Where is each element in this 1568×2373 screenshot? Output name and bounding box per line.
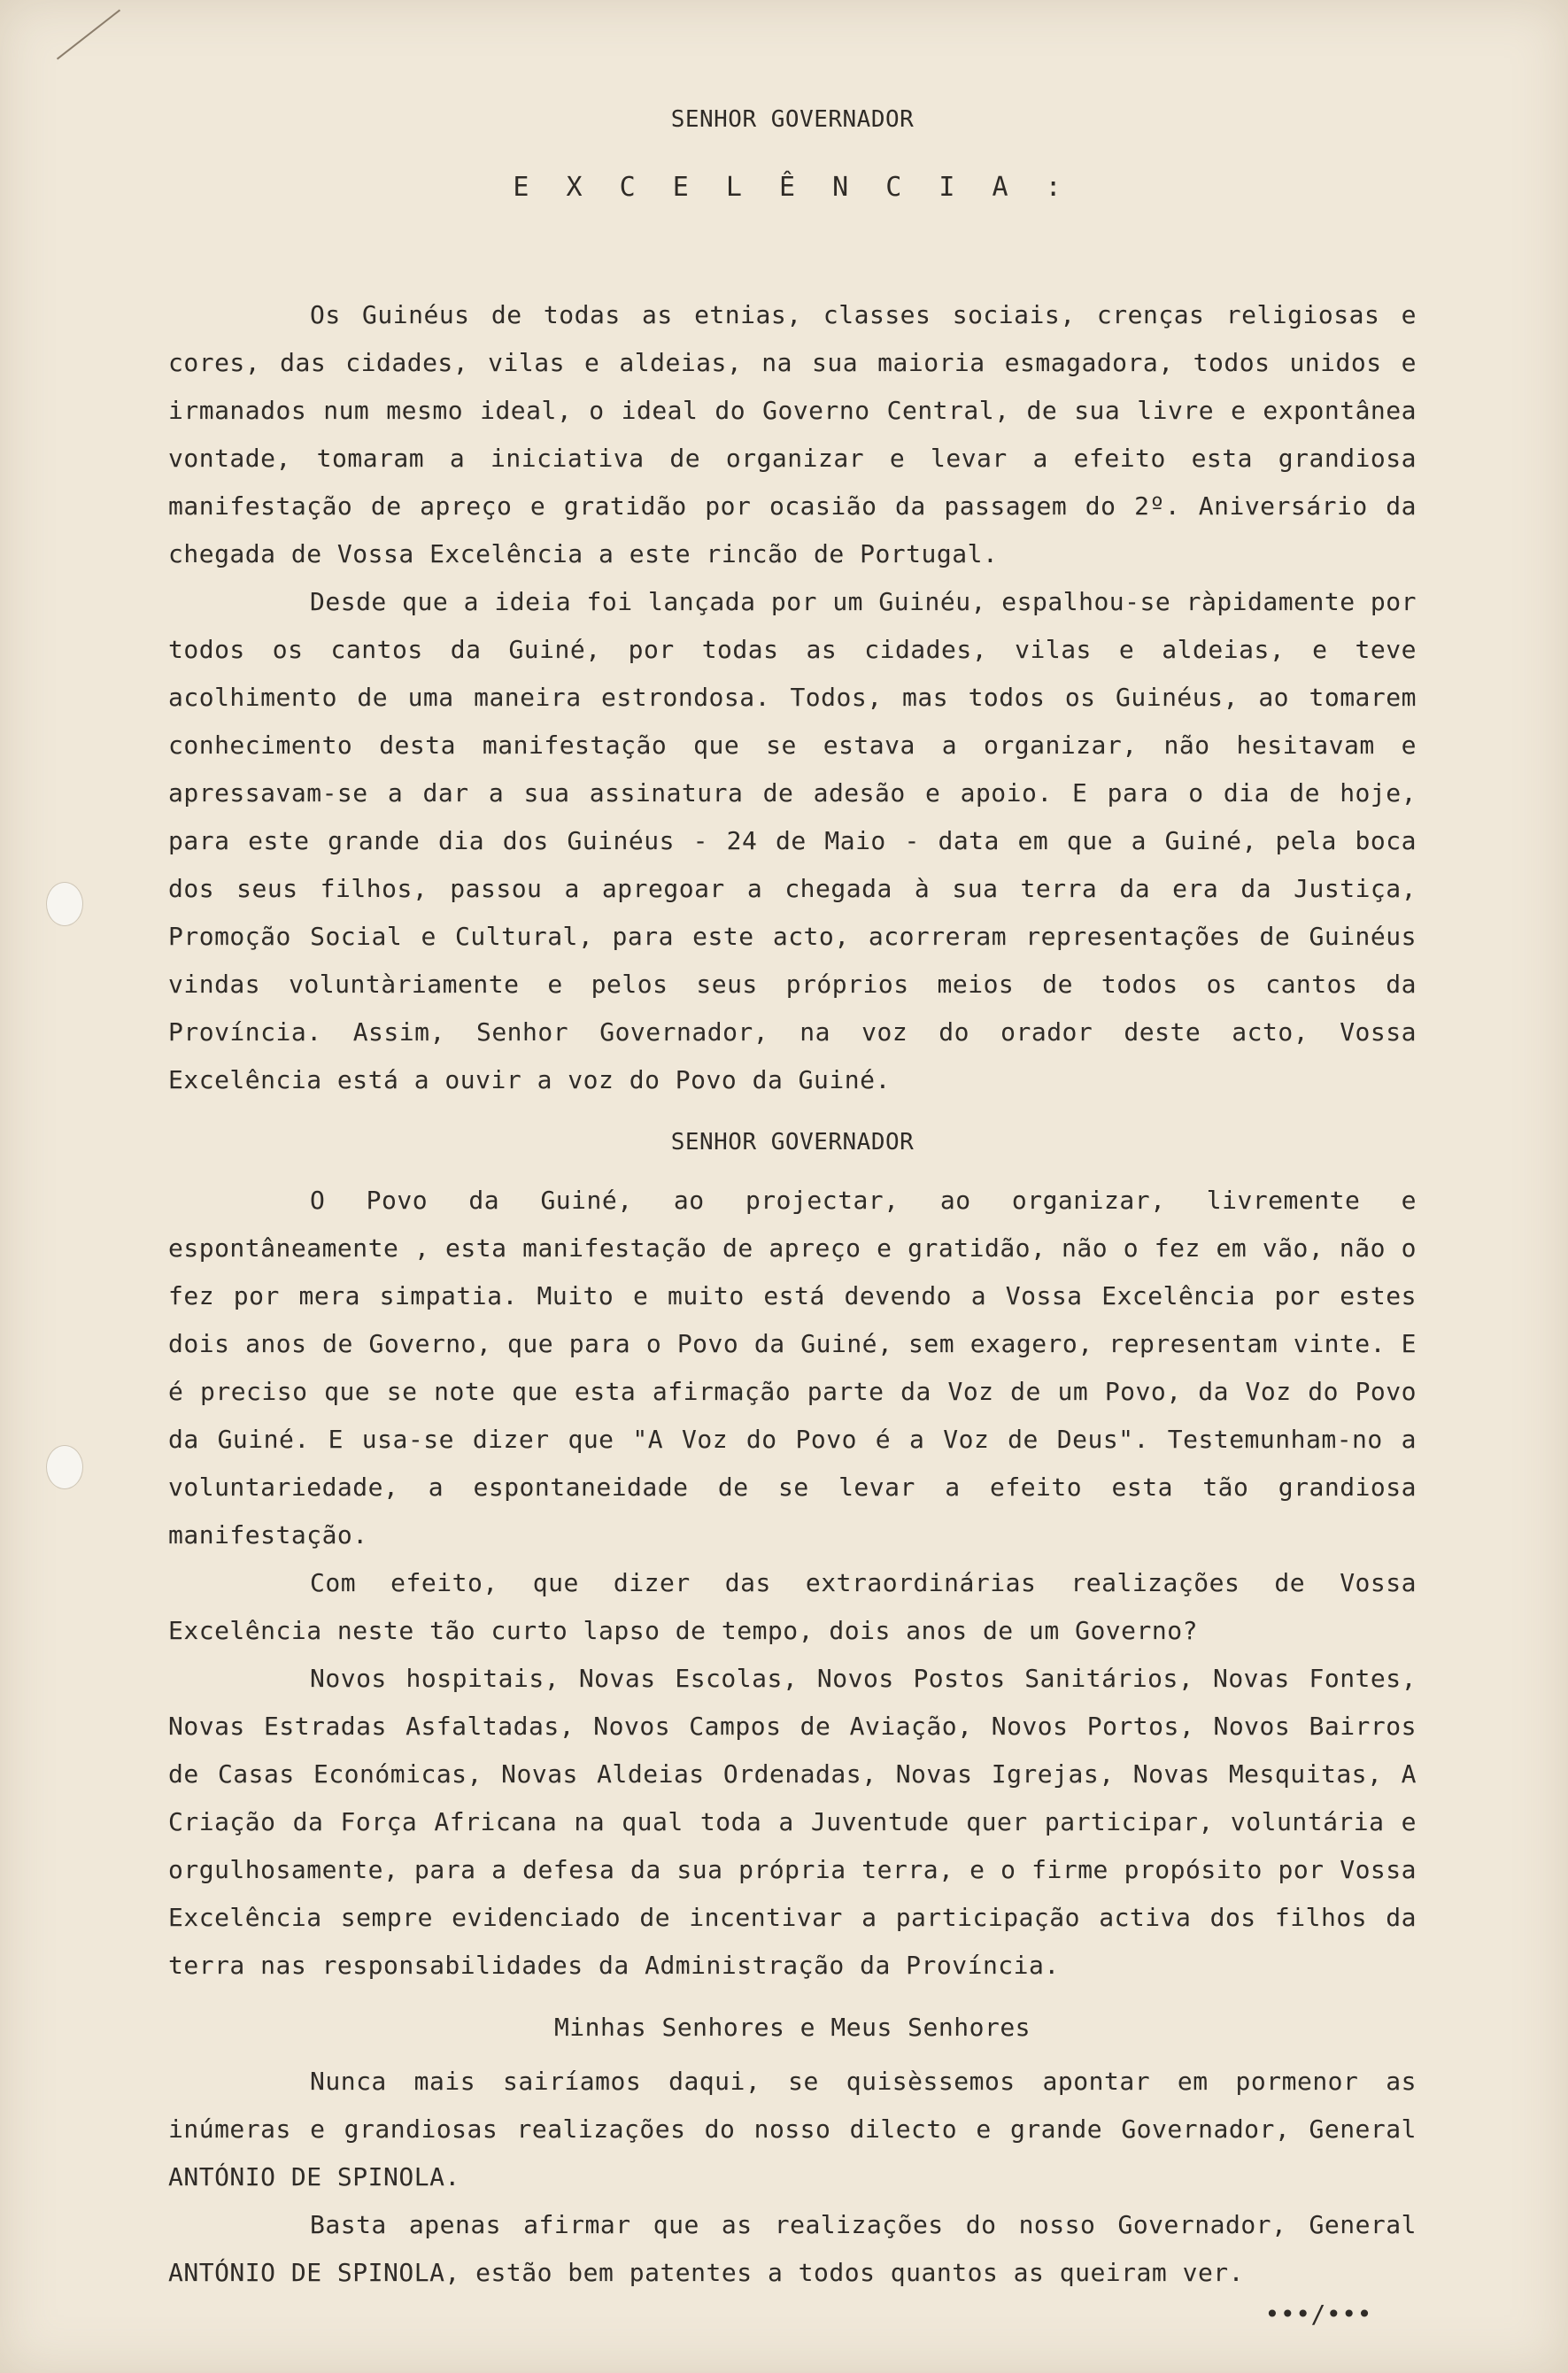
heading-excellency: E X C E L Ê N C I A :: [513, 172, 1072, 203]
paragraph: Com efeito, que dizer das extraordinárias realizações de Vossa Excelência neste tão curto lapso de tempo, dois anos de um Governo?: [168, 1568, 1417, 1645]
pencil-mark: [57, 10, 120, 60]
document-body: [168, 97, 1417, 2357]
paragraph: Os Guinéus de todas as etnias, classes sociais, crenças religiosas e cores, das cidades, vilas e aldeias, na sua maioria esmagadora, todos unidos e irmanados num mesmo ideal, o ideal do Governo Central, de sua livre e expontânea vontade, tomaram a iniciativa de organizar e levar a efeito esta grandiosa manifestação de apreço e gratidão por ocasião da passagem do 2º. Aniversário da chegada de Vossa Excelência a este rincão de Portugal.: [168, 300, 1417, 568]
paragraph: Basta apenas afirmar que as realizações do nosso Governador, General ANTÓNIO DE SPINOLA, estão bem patentes a todos quantos as queiram ver.: [168, 2210, 1417, 2287]
punch-hole: [46, 1445, 83, 1489]
continued-marker: •••/•••: [1264, 2300, 1372, 2329]
paragraph: O Povo da Guiné, ao projectar, ao organizar, livremente e espontâneamente , esta manifestação de apreço e gratidão, não o fez em vão, não o fez por mera simpatia. Muito e muito está devendo a Vossa Excelência por estes dois anos de Governo, que para o Povo da Guiné, sem exagero, representam vinte. E é preciso que se note que esta afirmação parte da Voz de um Povo, da Voz do Povo da Guiné. E usa-se dizer que "A Voz do Povo é a Voz de Deus". Testemunham-no a voluntariedade, a espontaneidade de se levar a efeito esta tão grandiosa manifestação.: [168, 1186, 1417, 1550]
paragraph: Nunca mais sairíamos daqui, se quisèssemos apontar em pormenor as inúmeras e grandiosas realizações do nosso dilecto e grande Governador, General ANTÓNIO DE SPINOLA.: [168, 2067, 1417, 2191]
paragraph: Desde que a ideia foi lançada por um Guinéu, espalhou-se ràpidamente por todos os cantos da Guiné, por todas as cidades, vilas e aldeias, e teve acolhimento de uma maneira estrondosa. Todos, mas todos os Guinéus, ao tomarem conhecimento desta manifestação que se estava a organizar, não hesitavam e apressavam-se a dar a sua assinatura de adesão e apoio. E para o dia de hoje, para este grande dia dos Guinéus - 24 de Maio - data em que a Guiné, pela boca dos seus filhos, passou a apregoar a chegada à sua terra da era da Justiça, Promoção Social e Cultural, para este acto, acorreram representações de Guinéus vindas voluntàriamente e pelos seus próprios meios de todos os cantos da Província. Assim, Senhor Governador, na voz do orador deste acto, Vossa Excelência está a ouvir a voz do Povo da Guiné.: [168, 587, 1417, 1094]
heading-governor-2: SENHOR GOVERNADOR: [670, 1129, 915, 1156]
punch-hole: [46, 882, 83, 926]
heading-audience: Minhas Senhores e Meus Senhores: [553, 2013, 1031, 2042]
heading-governor: SENHOR GOVERNADOR: [670, 106, 915, 133]
paragraph: Novos hospitais, Novas Escolas, Novos Postos Sanitários, Novas Fontes, Novas Estradas Asfaltadas, Novos Campos de Aviação, Novos Portos, Novos Bairros de Casas Económicas, Novas Aldeias Ordenadas, Novas Igrejas, Novas Mesquitas, A Criação da Força Africana na qual toda a Juventude quer participar, voluntária e orgulhosamente, para a defesa da sua própria terra, e o firme propósito por Vossa Excelência sempre evidenciado de incentivar a participação activa dos filhos da terra nas responsabilidades da Administração da Província.: [168, 1664, 1417, 1980]
